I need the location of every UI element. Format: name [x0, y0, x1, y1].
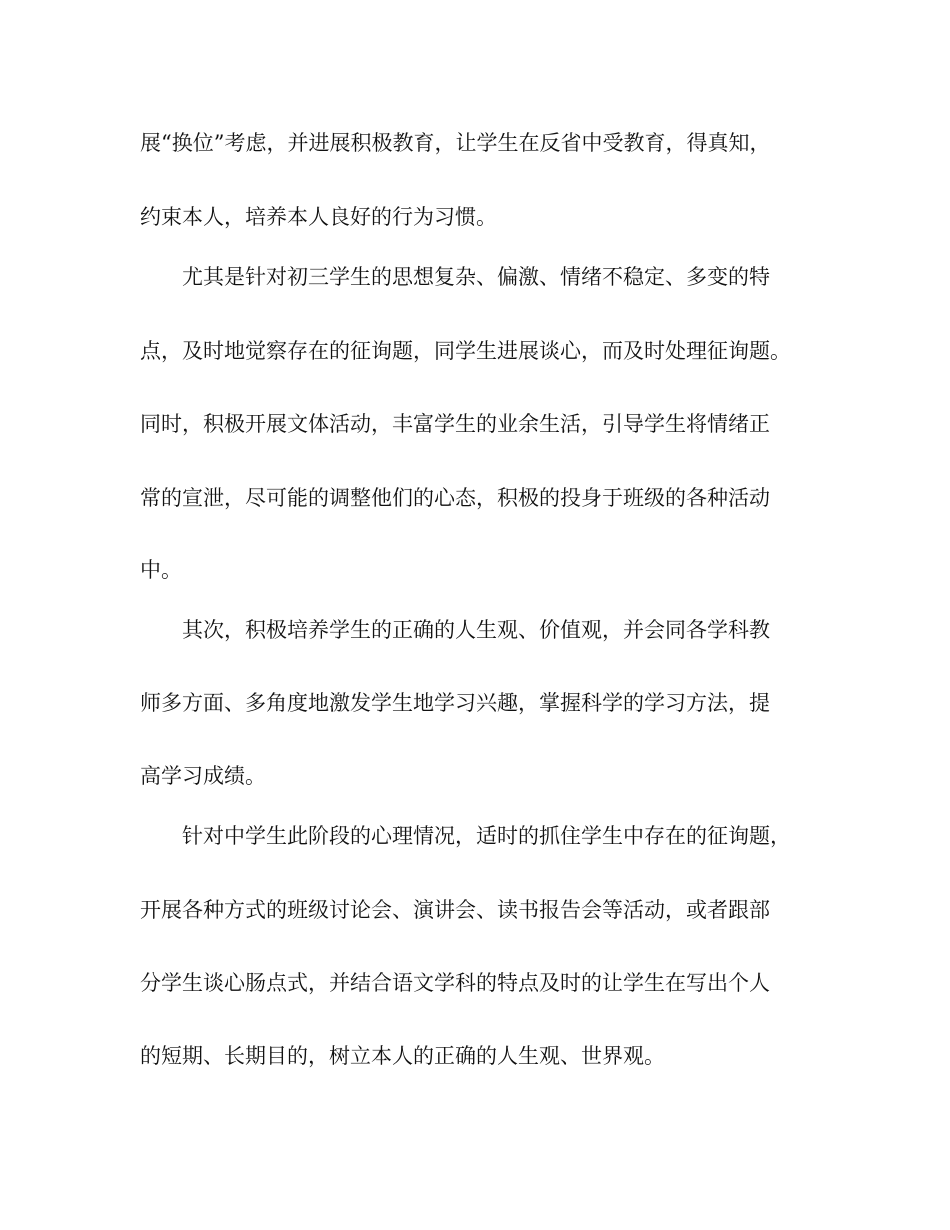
text-line: 约束本人，培养本人良好的行为习惯。 [140, 205, 497, 229]
text-line: 开展各种方式的班级讨论会、演讲会、读书报告会等活动，或者跟部 [140, 898, 770, 922]
text-line: 中。 [140, 558, 182, 582]
text-line: 高学习成绩。 [140, 764, 266, 788]
text-line: 的短期、长期目的，树立本人的正确的人生观、世界观。 [140, 1044, 665, 1068]
text-line: 点，及时地觉察存在的征询题，同学生进展谈心，而及时处理征询题。 [140, 339, 791, 363]
paragraph-start-line: 其次，积极培养学生的正确的人生观、价值观，并会同各学科教 [182, 618, 770, 642]
text-line: 师多方面、多角度地激发学生地学习兴趣，掌握科学的学习方法，提 [140, 691, 770, 715]
text-line: 分学生谈心肠点式，并结合语文学科的特点及时的让学生在写出个人 [140, 971, 770, 995]
paragraph-start-line: 针对中学生此阶段的心理情况，适时的抓住学生中存在的征询题， [182, 824, 791, 848]
text-line: 常的宣泄，尽可能的调整他们的心态，积极的投身于班级的各种活动 [140, 486, 770, 510]
text-line: 展“换位”考虑，并进展积极教育，让学生在反省中受教育，得真知， [140, 131, 771, 155]
paragraph-start-line: 尤其是针对初三学生的思想复杂、偏激、情绪不稳定、多变的特 [182, 265, 770, 289]
text-line: 同时，积极开展文体活动，丰富学生的业余生活，引导学生将情绪正 [140, 412, 770, 436]
